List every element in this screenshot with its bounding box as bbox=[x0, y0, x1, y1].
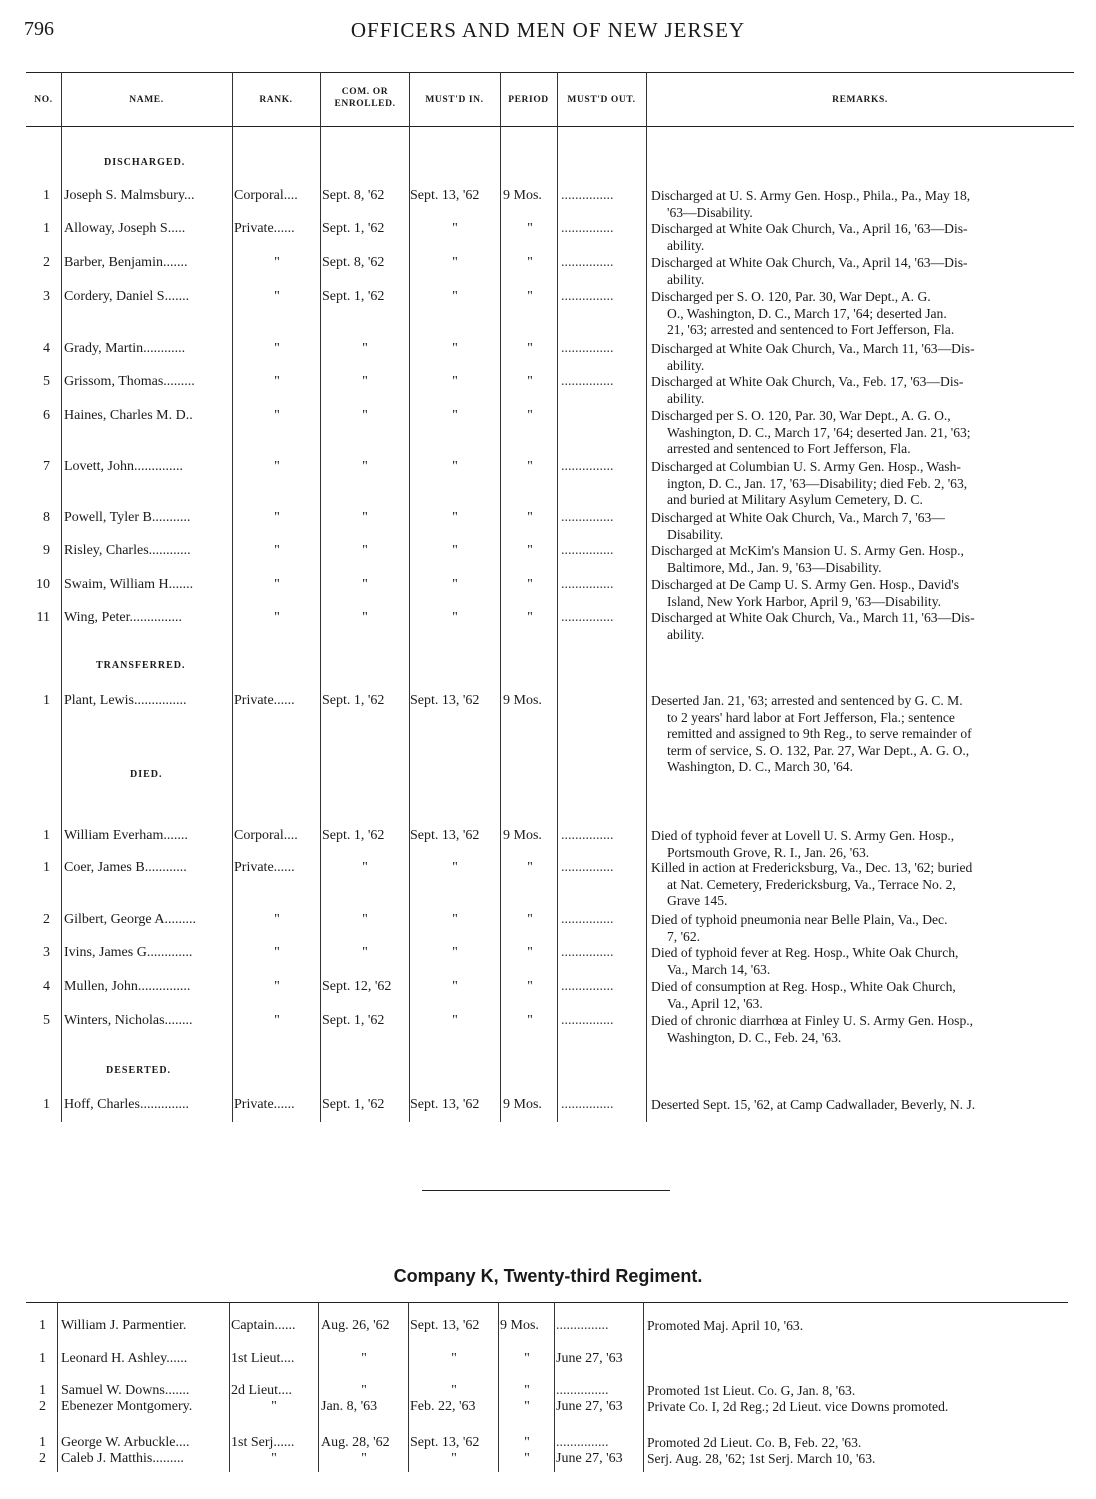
row-number: 1 bbox=[39, 1435, 46, 1450]
enrolled-date: Sept. 8, '62 bbox=[322, 255, 385, 270]
mustered-out: ............... bbox=[561, 860, 614, 875]
enrolled-date: Aug. 28, '62 bbox=[321, 1435, 390, 1450]
mustered-in-date: Sept. 13, '62 bbox=[410, 1435, 480, 1450]
mustered-out: ............... bbox=[561, 979, 614, 994]
soldier-rank: " bbox=[274, 610, 280, 625]
mustered-in-date: " bbox=[452, 945, 458, 960]
enrolled-date: " bbox=[362, 577, 368, 592]
service-period: " bbox=[524, 1451, 530, 1466]
soldier-rank: " bbox=[274, 255, 280, 270]
company-k-title: Company K, Twenty-third Regiment. bbox=[393, 1266, 703, 1286]
remarks-line: Discharged at White Oak Church, Va., March 11, '63—Dis- bbox=[651, 341, 975, 356]
soldier-rank: Captain...... bbox=[231, 1318, 296, 1333]
row-number: 9 bbox=[43, 543, 50, 558]
soldier-name: William J. Parmentier. bbox=[61, 1318, 187, 1333]
row-number: 1 bbox=[39, 1351, 46, 1366]
soldier-rank: " bbox=[274, 979, 280, 994]
mustered-out: ............... bbox=[561, 374, 614, 389]
mustered-in-date: " bbox=[452, 374, 458, 389]
soldier-rank: 1st Lieut.... bbox=[231, 1351, 295, 1366]
row-number: 1 bbox=[43, 1097, 50, 1112]
mustered-out: ............... bbox=[556, 1435, 609, 1450]
remarks: Private Co. I, 2d Reg.; 2d Lieut. vice Downs promoted. bbox=[647, 1399, 949, 1414]
remarks bbox=[651, 374, 1075, 407]
remarks bbox=[651, 408, 1075, 458]
row-number: 10 bbox=[36, 577, 50, 592]
mustered-in-date: Sept. 13, '62 bbox=[410, 1318, 480, 1333]
mustered-in-date: " bbox=[452, 543, 458, 558]
remarks-line: ability. bbox=[667, 271, 705, 287]
row-number: 3 bbox=[43, 289, 50, 304]
enrolled-date: " bbox=[361, 1451, 367, 1466]
remarks bbox=[651, 543, 1075, 576]
remarks bbox=[651, 510, 1075, 543]
soldier-rank: " bbox=[274, 459, 280, 474]
remarks bbox=[651, 610, 1075, 643]
enrolled-date: " bbox=[362, 860, 368, 875]
col-divider bbox=[57, 1302, 58, 1472]
enrolled-date: " bbox=[362, 912, 368, 927]
row-number: 6 bbox=[43, 408, 50, 423]
remarks-line: remitted and assigned to 9th Reg., to serve remainder of bbox=[667, 726, 972, 741]
enrolled-date: " bbox=[362, 341, 368, 356]
remarks bbox=[651, 979, 1075, 1012]
enrolled-date: " bbox=[362, 945, 368, 960]
service-period: 9 Mos. bbox=[503, 1097, 542, 1112]
col-divider bbox=[232, 72, 233, 1122]
enrolled-date: " bbox=[361, 1383, 367, 1398]
soldier-rank: " bbox=[274, 408, 280, 423]
header-name: NAME. bbox=[129, 95, 164, 105]
remarks-line: Discharged at White Oak Church, Va., March 11, '63—Dis- bbox=[651, 610, 975, 625]
service-period: " bbox=[527, 945, 533, 960]
soldier-name: Plant, Lewis............... bbox=[64, 693, 187, 708]
section-died: DIED. bbox=[130, 769, 163, 780]
mustered-out: June 27, '63 bbox=[556, 1451, 623, 1466]
remarks-line: O., Washington, D. C., March 17, '64; deserted Jan. bbox=[667, 305, 947, 321]
remarks-line: at Nat. Cemetery, Fredericksburg, Va., Terrace No. 2, bbox=[667, 876, 956, 892]
enrolled-date: Sept. 1, '62 bbox=[322, 221, 385, 236]
mustered-in-date: " bbox=[452, 459, 458, 474]
remarks bbox=[651, 912, 1075, 945]
soldier-rank: 2d Lieut.... bbox=[231, 1383, 293, 1398]
enrolled-date: " bbox=[362, 543, 368, 558]
mustered-out: ............... bbox=[556, 1318, 609, 1333]
enrolled-date: " bbox=[362, 510, 368, 525]
mustered-out: ............... bbox=[561, 221, 614, 236]
mustered-in-date: " bbox=[452, 255, 458, 270]
remarks-line: Deserted Jan. 21, '63; arrested and sentenced by G. C. M. bbox=[651, 693, 963, 708]
enrolled-date: Sept. 12, '62 bbox=[322, 979, 392, 994]
mustered-out: ............... bbox=[561, 341, 614, 356]
row-number: 1 bbox=[43, 693, 50, 708]
row-number: 11 bbox=[36, 610, 50, 625]
remarks-line: Va., March 14, '63. bbox=[667, 961, 771, 977]
section-transferred: TRANSFERRED. bbox=[96, 660, 186, 671]
col-divider bbox=[229, 1302, 230, 1472]
enrolled-date: Aug. 26, '62 bbox=[321, 1318, 390, 1333]
service-period: " bbox=[527, 510, 533, 525]
mustered-out: ............... bbox=[561, 945, 614, 960]
enrolled-date: " bbox=[361, 1351, 367, 1366]
soldier-rank: Corporal.... bbox=[234, 828, 298, 843]
mustered-in-date: Sept. 13, '62 bbox=[410, 1097, 480, 1112]
remarks: Serj. Aug. 28, '62; 1st Serj. March 10, '63. bbox=[647, 1451, 876, 1466]
remarks bbox=[651, 188, 1075, 221]
soldier-name: Wing, Peter............... bbox=[64, 610, 183, 625]
remarks bbox=[651, 1097, 1075, 1114]
enrolled-date: " bbox=[362, 408, 368, 423]
mustered-in-date: Sept. 13, '62 bbox=[410, 188, 480, 203]
col-divider bbox=[320, 72, 321, 1122]
service-period: " bbox=[524, 1383, 530, 1398]
enrolled-date: Sept. 8, '62 bbox=[322, 188, 385, 203]
soldier-rank: " bbox=[274, 289, 280, 304]
remarks-line: Discharged at U. S. Army Gen. Hosp., Phila., Pa., May 18, bbox=[651, 188, 971, 203]
remarks: Promoted 2d Lieut. Co. B, Feb. 22, '63. bbox=[647, 1435, 862, 1450]
soldier-name: Grady, Martin............ bbox=[64, 341, 186, 356]
mustered-out: ............... bbox=[561, 912, 614, 927]
soldier-name: Leonard H. Ashley...... bbox=[61, 1351, 188, 1366]
mustered-out: ............... bbox=[561, 188, 614, 203]
remarks-line: term of service, S. O. 132, Par. 27, War Dept., A. G. O., bbox=[667, 742, 970, 758]
remarks bbox=[651, 255, 1075, 288]
mustered-out: ............... bbox=[561, 828, 614, 843]
mustered-out: ............... bbox=[561, 510, 614, 525]
soldier-rank: Corporal.... bbox=[234, 188, 298, 203]
service-period: 9 Mos. bbox=[503, 693, 542, 708]
service-period: " bbox=[527, 408, 533, 423]
row-number: 1 bbox=[43, 860, 50, 875]
row-number: 3 bbox=[43, 945, 50, 960]
soldier-name: Winters, Nicholas........ bbox=[64, 1013, 193, 1028]
mustered-out: ............... bbox=[561, 255, 614, 270]
service-period: " bbox=[527, 1013, 533, 1028]
remarks-line: Killed in action at Fredericksburg, Va., Dec. 13, '62; buried bbox=[651, 860, 973, 875]
row-number: 5 bbox=[43, 374, 50, 389]
mustered-in-date: " bbox=[452, 610, 458, 625]
section-separator bbox=[422, 1190, 670, 1191]
header-in: MUST'D IN. bbox=[425, 95, 484, 105]
header-remarks: REMARKS. bbox=[832, 95, 888, 105]
mustered-in-date: " bbox=[452, 577, 458, 592]
row-number: 1 bbox=[43, 188, 50, 203]
row-number: 1 bbox=[43, 828, 50, 843]
soldier-rank: " bbox=[274, 1013, 280, 1028]
mustered-in-date: " bbox=[452, 979, 458, 994]
remarks bbox=[651, 860, 1075, 910]
soldier-name: Joseph S. Malmsbury... bbox=[64, 188, 195, 203]
remarks bbox=[651, 341, 1075, 374]
col-divider bbox=[643, 1302, 644, 1472]
remarks-line: '63—Disability. bbox=[667, 204, 753, 220]
mustered-out: ............... bbox=[556, 1383, 609, 1398]
mustered-out: ............... bbox=[561, 543, 614, 558]
enrolled-date: Sept. 1, '62 bbox=[322, 828, 385, 843]
mustered-in-date: " bbox=[452, 1013, 458, 1028]
remarks-line: Va., April 12, '63. bbox=[667, 995, 763, 1011]
col-divider bbox=[554, 1302, 555, 1472]
soldier-rank: Private...... bbox=[234, 221, 295, 236]
remarks-line: Died of typhoid fever at Reg. Hosp., White Oak Church, bbox=[651, 945, 959, 960]
remarks-line: Grave 145. bbox=[667, 893, 728, 908]
enrolled-date: " bbox=[362, 610, 368, 625]
remarks bbox=[651, 289, 1075, 339]
col-divider bbox=[408, 1302, 409, 1472]
soldier-rank: " bbox=[274, 912, 280, 927]
service-period: 9 Mos. bbox=[503, 188, 542, 203]
remarks-line: Disability. bbox=[667, 526, 724, 542]
section-discharged: DISCHARGED. bbox=[104, 157, 186, 168]
remarks-line: Died of consumption at Reg. Hosp., White Oak Church, bbox=[651, 979, 956, 994]
service-period: " bbox=[527, 860, 533, 875]
enrolled-date: " bbox=[362, 459, 368, 474]
remarks-line: and buried at Military Asylum Cemetery, D. C. bbox=[667, 492, 923, 507]
header-out: MUST'D OUT. bbox=[567, 95, 636, 105]
remarks bbox=[651, 828, 1075, 861]
soldier-rank: Private...... bbox=[234, 860, 295, 875]
remarks bbox=[651, 459, 1075, 509]
soldier-name: George W. Arbuckle.... bbox=[61, 1435, 190, 1450]
section-deserted: DESERTED. bbox=[106, 1065, 172, 1076]
remarks-line: ability. bbox=[667, 357, 705, 373]
soldier-name: Samuel W. Downs....... bbox=[61, 1383, 190, 1398]
mustered-out: June 27, '63 bbox=[556, 1351, 623, 1366]
soldier-name: Swaim, William H....... bbox=[64, 577, 194, 592]
soldier-name: William Everham....... bbox=[64, 828, 188, 843]
service-period: " bbox=[527, 341, 533, 356]
remarks-line: to 2 years' hard labor at Fort Jefferson, Fla.; sentence bbox=[667, 709, 955, 725]
col-divider bbox=[318, 1302, 319, 1472]
mustered-out: ............... bbox=[561, 459, 614, 474]
remarks-line: Washington, D. C., March 17, '64; deserted Jan. 21, '63; bbox=[667, 424, 971, 440]
remarks bbox=[651, 221, 1075, 254]
remarks bbox=[651, 577, 1075, 610]
row-number: 7 bbox=[43, 459, 50, 474]
soldier-name: Caleb J. Matthis......... bbox=[61, 1451, 184, 1466]
service-period: " bbox=[527, 543, 533, 558]
mustered-out: June 27, '63 bbox=[556, 1399, 623, 1414]
soldier-name: Grissom, Thomas......... bbox=[64, 374, 195, 389]
remarks-line: Discharged per S. O. 120, Par. 30, War Dept., A. G. O., bbox=[651, 408, 951, 423]
remarks-line: Discharged at White Oak Church, Va., April 14, '63—Dis- bbox=[651, 255, 968, 270]
mustered-in-date: " bbox=[451, 1383, 457, 1398]
soldier-name: Gilbert, George A......... bbox=[64, 912, 196, 927]
soldier-rank: " bbox=[271, 1399, 277, 1414]
mustered-out: ............... bbox=[561, 610, 614, 625]
remarks-line: Died of typhoid fever at Lovell U. S. Army Gen. Hosp., bbox=[651, 828, 955, 843]
service-period: " bbox=[527, 912, 533, 927]
col-divider bbox=[646, 72, 647, 1122]
remarks-line: Discharged at White Oak Church, Va., Feb. 17, '63—Dis- bbox=[651, 374, 964, 389]
remarks bbox=[651, 945, 1075, 978]
company-k-top-rule bbox=[26, 1302, 1068, 1303]
row-number: 2 bbox=[39, 1399, 46, 1414]
remarks-line: Baltimore, Md., Jan. 9, '63—Disability. bbox=[667, 559, 882, 575]
enrolled-date: Sept. 1, '62 bbox=[322, 1097, 385, 1112]
soldier-name: Barber, Benjamin....... bbox=[64, 255, 188, 270]
service-period: " bbox=[524, 1351, 530, 1366]
service-period: " bbox=[527, 289, 533, 304]
remarks-line: ability. bbox=[667, 626, 705, 642]
service-period: " bbox=[527, 610, 533, 625]
mustered-in-date: " bbox=[451, 1351, 457, 1366]
soldier-rank: 1st Serj...... bbox=[231, 1435, 295, 1450]
service-period: " bbox=[527, 374, 533, 389]
row-number: 8 bbox=[43, 510, 50, 525]
soldier-rank: " bbox=[274, 374, 280, 389]
service-period: " bbox=[524, 1435, 530, 1450]
service-period: " bbox=[527, 577, 533, 592]
mustered-in-date: " bbox=[452, 510, 458, 525]
soldier-name: Hoff, Charles.............. bbox=[64, 1097, 189, 1112]
mustered-in-date: " bbox=[452, 860, 458, 875]
enrolled-date: Sept. 1, '62 bbox=[322, 1013, 385, 1028]
soldier-name: Cordery, Daniel S....... bbox=[64, 289, 190, 304]
mustered-in-date: Feb. 22, '63 bbox=[410, 1399, 476, 1414]
enrolled-date: Sept. 1, '62 bbox=[322, 289, 385, 304]
service-period: " bbox=[527, 221, 533, 236]
soldier-name: Alloway, Joseph S..... bbox=[64, 221, 186, 236]
col-divider bbox=[498, 1302, 499, 1472]
soldier-rank: Private...... bbox=[234, 693, 295, 708]
service-period: 9 Mos. bbox=[503, 828, 542, 843]
header-com: COM. OR ENROLLED. bbox=[334, 87, 396, 109]
enrolled-date: " bbox=[362, 374, 368, 389]
soldier-rank: " bbox=[274, 945, 280, 960]
remarks: Promoted 1st Lieut. Co. G, Jan. 8, '63. bbox=[647, 1383, 856, 1398]
mustered-out: ............... bbox=[561, 577, 614, 592]
row-number: 4 bbox=[43, 979, 50, 994]
remarks-line: Discharged per S. O. 120, Par. 30, War Dept., A. G. bbox=[651, 289, 931, 304]
mustered-in-date: " bbox=[452, 221, 458, 236]
page-number: 796 bbox=[24, 18, 54, 40]
col-divider bbox=[500, 72, 501, 1122]
mustered-in-date: " bbox=[451, 1451, 457, 1466]
soldier-name: Ivins, James G............. bbox=[64, 945, 193, 960]
remarks bbox=[651, 1013, 1075, 1046]
service-period: " bbox=[527, 255, 533, 270]
soldier-name: Haines, Charles M. D.. bbox=[64, 408, 193, 423]
remarks-line: Island, New York Harbor, April 9, '63—Disability. bbox=[667, 593, 942, 609]
table-top-rule bbox=[26, 72, 1074, 73]
row-number: 2 bbox=[43, 255, 50, 270]
remarks-line: ability. bbox=[667, 237, 705, 253]
soldier-name: Powell, Tyler B........... bbox=[64, 510, 191, 525]
remarks-line: ability. bbox=[667, 390, 705, 406]
service-period: " bbox=[527, 459, 533, 474]
col-divider bbox=[557, 72, 558, 1122]
remarks-line: 21, '63; arrested and sentenced to Fort Jefferson, Fla. bbox=[667, 322, 955, 337]
remarks-line: Died of typhoid pneumonia near Belle Plain, Va., Dec. bbox=[651, 912, 948, 927]
enrolled-date: Jan. 8, '63 bbox=[321, 1399, 378, 1414]
soldier-name: Risley, Charles............ bbox=[64, 543, 191, 558]
soldier-name: Coer, James B............ bbox=[64, 860, 187, 875]
mustered-out: ............... bbox=[561, 1097, 614, 1112]
col-divider bbox=[61, 72, 62, 1122]
row-number: 5 bbox=[43, 1013, 50, 1028]
enrolled-date: Sept. 1, '62 bbox=[322, 693, 385, 708]
row-number: 1 bbox=[39, 1318, 46, 1333]
remarks-line: Discharged at Columbian U. S. Army Gen. Hosp., Wash- bbox=[651, 459, 961, 474]
mustered-out: ............... bbox=[561, 1013, 614, 1028]
soldier-name: Ebenezer Montgomery. bbox=[61, 1399, 193, 1414]
row-number: 2 bbox=[39, 1451, 46, 1466]
row-number: 4 bbox=[43, 341, 50, 356]
header-period: PERIOD bbox=[508, 95, 549, 105]
row-number: 1 bbox=[39, 1383, 46, 1398]
mustered-in-date: " bbox=[452, 341, 458, 356]
mustered-in-date: Sept. 13, '62 bbox=[410, 828, 480, 843]
remarks-line: Washington, D. C., March 30, '64. bbox=[667, 759, 853, 774]
soldier-rank: " bbox=[271, 1451, 277, 1466]
service-period: " bbox=[527, 979, 533, 994]
row-number: 1 bbox=[43, 221, 50, 236]
header-no: NO. bbox=[34, 95, 53, 105]
remarks-line: Died of chronic diarrhœa at Finley U. S. Army Gen. Hosp., bbox=[651, 1013, 974, 1028]
mustered-in-date: Sept. 13, '62 bbox=[410, 693, 480, 708]
remarks-line: 7, '62. bbox=[667, 928, 701, 944]
remarks-line: Washington, D. C., Feb. 24, '63. bbox=[667, 1029, 842, 1045]
mustered-in-date: " bbox=[452, 912, 458, 927]
remarks-line: Discharged at McKim's Mansion U. S. Army Gen. Hosp., bbox=[651, 543, 964, 558]
header-rank: RANK. bbox=[259, 95, 293, 105]
remarks-line: Portsmouth Grove, R. I., Jan. 26, '63. bbox=[667, 844, 870, 860]
mustered-out: ............... bbox=[561, 289, 614, 304]
remarks bbox=[651, 693, 1075, 776]
soldier-name: Mullen, John............... bbox=[64, 979, 191, 994]
remarks-line: Discharged at De Camp U. S. Army Gen. Hosp., David's bbox=[651, 577, 960, 592]
remarks-line: Discharged at White Oak Church, Va., March 7, '63— bbox=[651, 510, 945, 525]
service-period: 9 Mos. bbox=[500, 1318, 539, 1333]
remarks-line: ington, D. C., Jan. 17, '63—Disability; died Feb. 2, '63, bbox=[667, 475, 968, 491]
soldier-rank: " bbox=[274, 543, 280, 558]
soldier-rank: " bbox=[274, 341, 280, 356]
remarks-line: Deserted Sept. 15, '62, at Camp Cadwallader, Beverly, N. J. bbox=[651, 1097, 976, 1112]
soldier-rank: " bbox=[274, 510, 280, 525]
row-number: 2 bbox=[43, 912, 50, 927]
remarks-line: arrested and sentenced to Fort Jefferson, Fla. bbox=[667, 441, 911, 456]
remarks-line: Discharged at White Oak Church, Va., April 16, '63—Dis- bbox=[651, 221, 968, 236]
remarks: Promoted Maj. April 10, '63. bbox=[647, 1318, 804, 1333]
mustered-in-date: " bbox=[452, 408, 458, 423]
page-title: OFFICERS AND MEN OF NEW JERSEY bbox=[350, 18, 746, 42]
soldier-name: Lovett, John.............. bbox=[64, 459, 183, 474]
soldier-rank: Private...... bbox=[234, 1097, 295, 1112]
soldier-rank: " bbox=[274, 577, 280, 592]
table-header-rule bbox=[26, 126, 1074, 127]
service-period: " bbox=[524, 1399, 530, 1414]
mustered-in-date: " bbox=[452, 289, 458, 304]
